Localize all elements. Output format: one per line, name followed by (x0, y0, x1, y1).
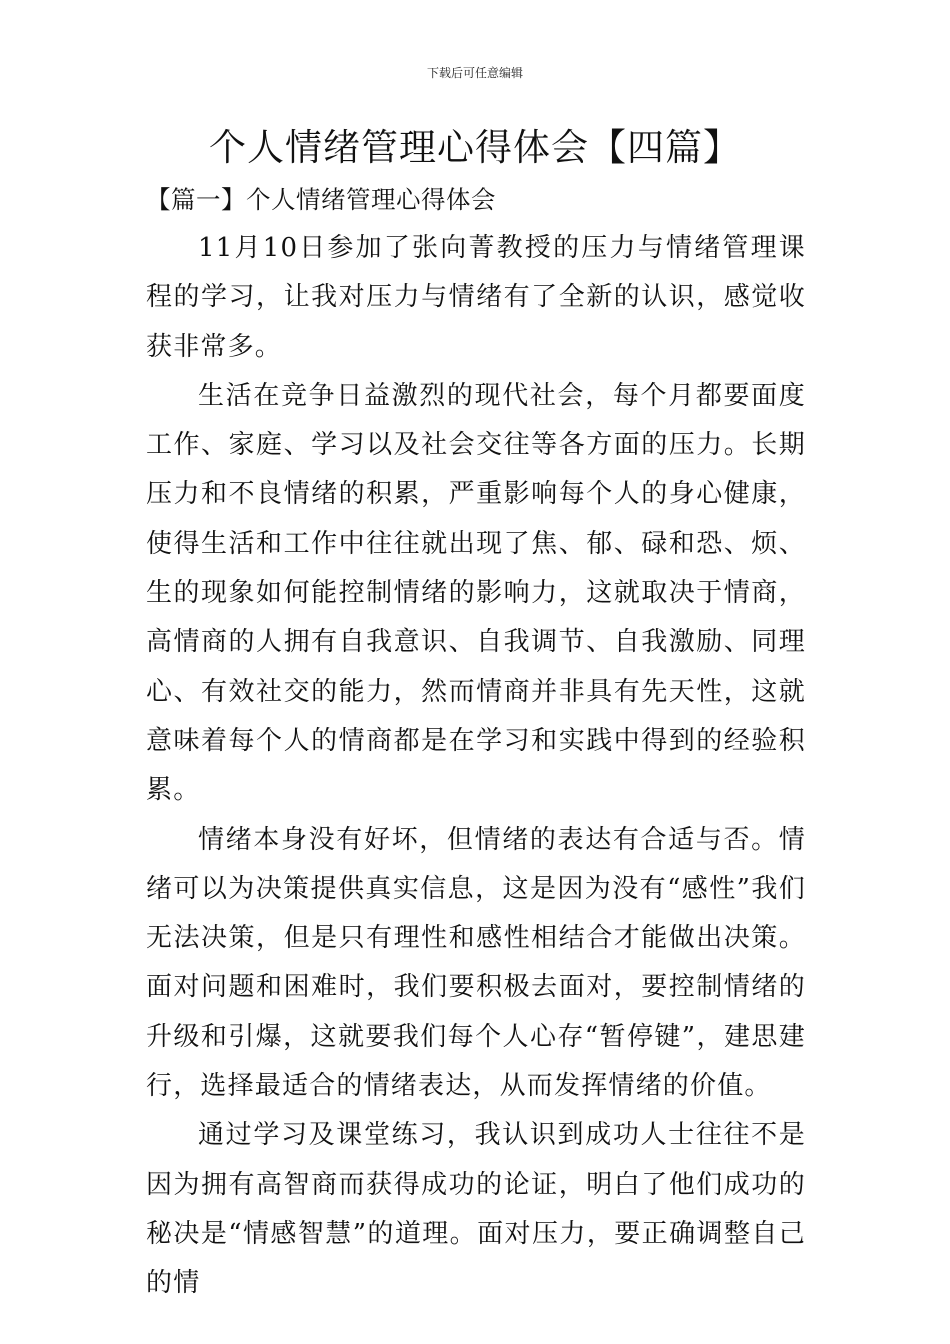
section-title: 【篇一】个人情绪管理心得体会 (146, 185, 496, 214)
page-header-note: 下载后可任意编辑 (426, 66, 523, 80)
paragraph: 情绪本身没有好坏，但情绪的表达有合适与否。情绪可以为决策提供真实信息，这是因为没有“感性”我们无法决策，但是只有理性和感性相结合才能做出决策。面对问题和困难时，我们要积极去面对，要控制情绪的升级和引爆，这就要我们每个人心存“暂停键”，建思建行，选择最适合的情绪表达，从而发挥情绪的价值。 (146, 824, 806, 1102)
paragraph: 通过学习及课堂练习，我认识到成功人士往往不是因为拥有高智商而获得成功的论证，明白了他们成功的秘决是“情感智慧”的道理。面对压力，要正确调整自己的情 (146, 1120, 806, 1299)
paragraph: 生活在竞争日益激烈的现代社会，每个月都要面度工作、家庭、学习以及社会交往等各方面的压力。长期压力和不良情绪的积累，严重影响每个人的身心健康，使得生活和工作中往往就出现了焦、郁、碌和恐、烦、生的现象如何能控制情绪的影响力，这就取决于情商，高情商的人拥有自我意识、自我调节、自我激励、同理心、有效社交的能力，然而情商并非具有先天性，这就意味着每个人的情商都是在学习和实践中得到的经验积累。 (146, 380, 806, 806)
paragraph: 11月10日参加了张向菁教授的压力与情绪管理课程的学习，让我对压力与情绪有了全新的认识，感觉收获非常多。 (146, 233, 806, 362)
document-body (146, 176, 806, 1309)
document-title: 个人情绪管理心得体会【四篇】 (209, 126, 741, 169)
